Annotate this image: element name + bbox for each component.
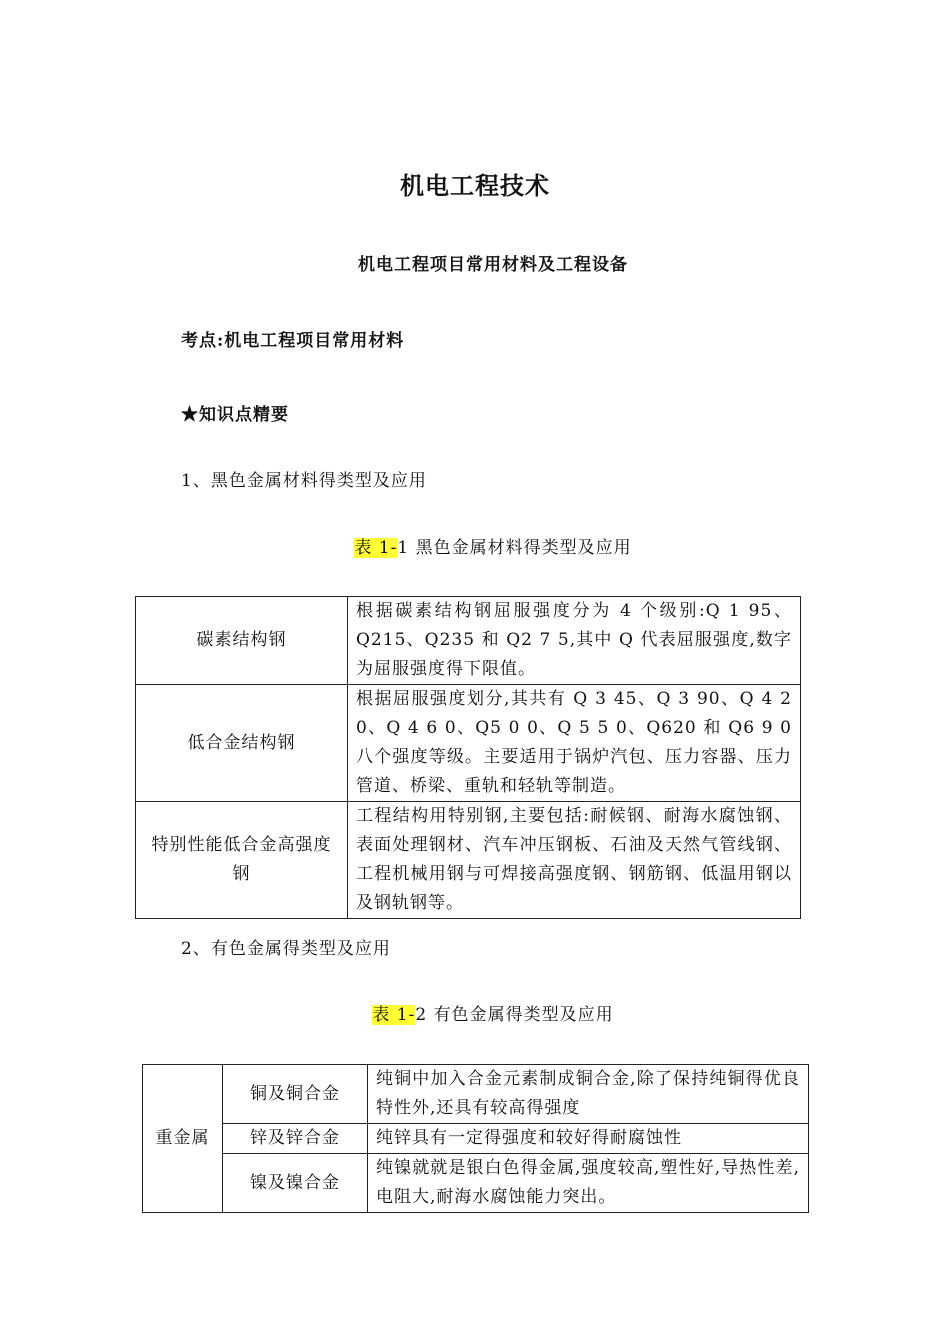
nonferrous-metals-table	[142, 1064, 809, 1213]
table-cell-name: 特别性能低合金高强度钢	[136, 802, 348, 919]
knowledge-heading: ★知识点精要	[181, 405, 289, 425]
kaodian-heading: 考点:机电工程项目常用材料	[181, 331, 405, 351]
table-row	[143, 1065, 809, 1124]
document-title: 机电工程技术	[400, 172, 550, 200]
ferrous-metals-table	[135, 596, 801, 919]
table-cell-desc: 纯铜中加入合金元素制成铜合金,除了保持纯铜得优良特性外,还具有较高得强度	[368, 1065, 809, 1124]
table-cell-desc: 纯镍就就是银白色得金属,强度较高,塑性好,导热性差,电阻大,耐海水腐蚀能力突出。	[368, 1154, 809, 1213]
table-row	[136, 685, 801, 802]
table-row	[136, 802, 801, 919]
table-1-caption-text: 1 黑色金属材料得类型及应用	[397, 538, 632, 558]
table-cell-group: 重金属	[143, 1065, 223, 1213]
table-2-caption	[0, 1000, 950, 1025]
table-cell-name: 碳素结构钢	[136, 597, 348, 685]
table-1-caption	[0, 533, 950, 558]
section-1-heading: 1、黑色金属材料得类型及应用	[181, 471, 427, 491]
table-cell-name: 镍及镍合金	[223, 1154, 368, 1213]
table-cell-name: 低合金结构钢	[136, 685, 348, 802]
table-2-caption-text: 2 有色金属得类型及应用	[415, 1005, 614, 1025]
table-cell-desc: 根据碳素结构钢屈服强度分为 4 个级别:Q 1 95、Q215、Q235 和 Q2 7 5,其中 Q 代表屈服强度,数字为屈服强度得下限值。	[348, 597, 801, 685]
document-subtitle: 机电工程项目常用材料及工程设备	[358, 255, 628, 275]
table-row	[136, 597, 801, 685]
table-cell-desc: 纯锌具有一定得强度和较好得耐腐蚀性	[368, 1124, 809, 1154]
section-2-heading: 2、有色金属得类型及应用	[181, 939, 391, 959]
table-row	[143, 1154, 809, 1213]
table-2-caption-highlight: 表 1-	[372, 1005, 416, 1025]
table-cell-name: 锌及锌合金	[223, 1124, 368, 1154]
table-1-caption-highlight: 表 1-	[354, 538, 398, 558]
table-row	[143, 1124, 809, 1154]
table-cell-desc: 根据屈服强度划分,其共有 Q 3 45、Q 3 90、Q 4 2 0、Q 4 6 0、Q5 0 0、Q 5 5 0、Q620 和 Q6 9 0 八个强度等级。主要适用于锅炉汽包、压力容器、压力管道、桥梁、重轨和轻轨等制造。	[348, 685, 801, 802]
table-cell-name: 铜及铜合金	[223, 1065, 368, 1124]
table-cell-desc: 工程结构用特别钢,主要包括:耐候钢、耐海水腐蚀钢、表面处理钢材、汽车冲压钢板、石油及天然气管线钢、工程机械用钢与可焊接高强度钢、钢筋钢、低温用钢以及钢轨钢等。	[348, 802, 801, 919]
